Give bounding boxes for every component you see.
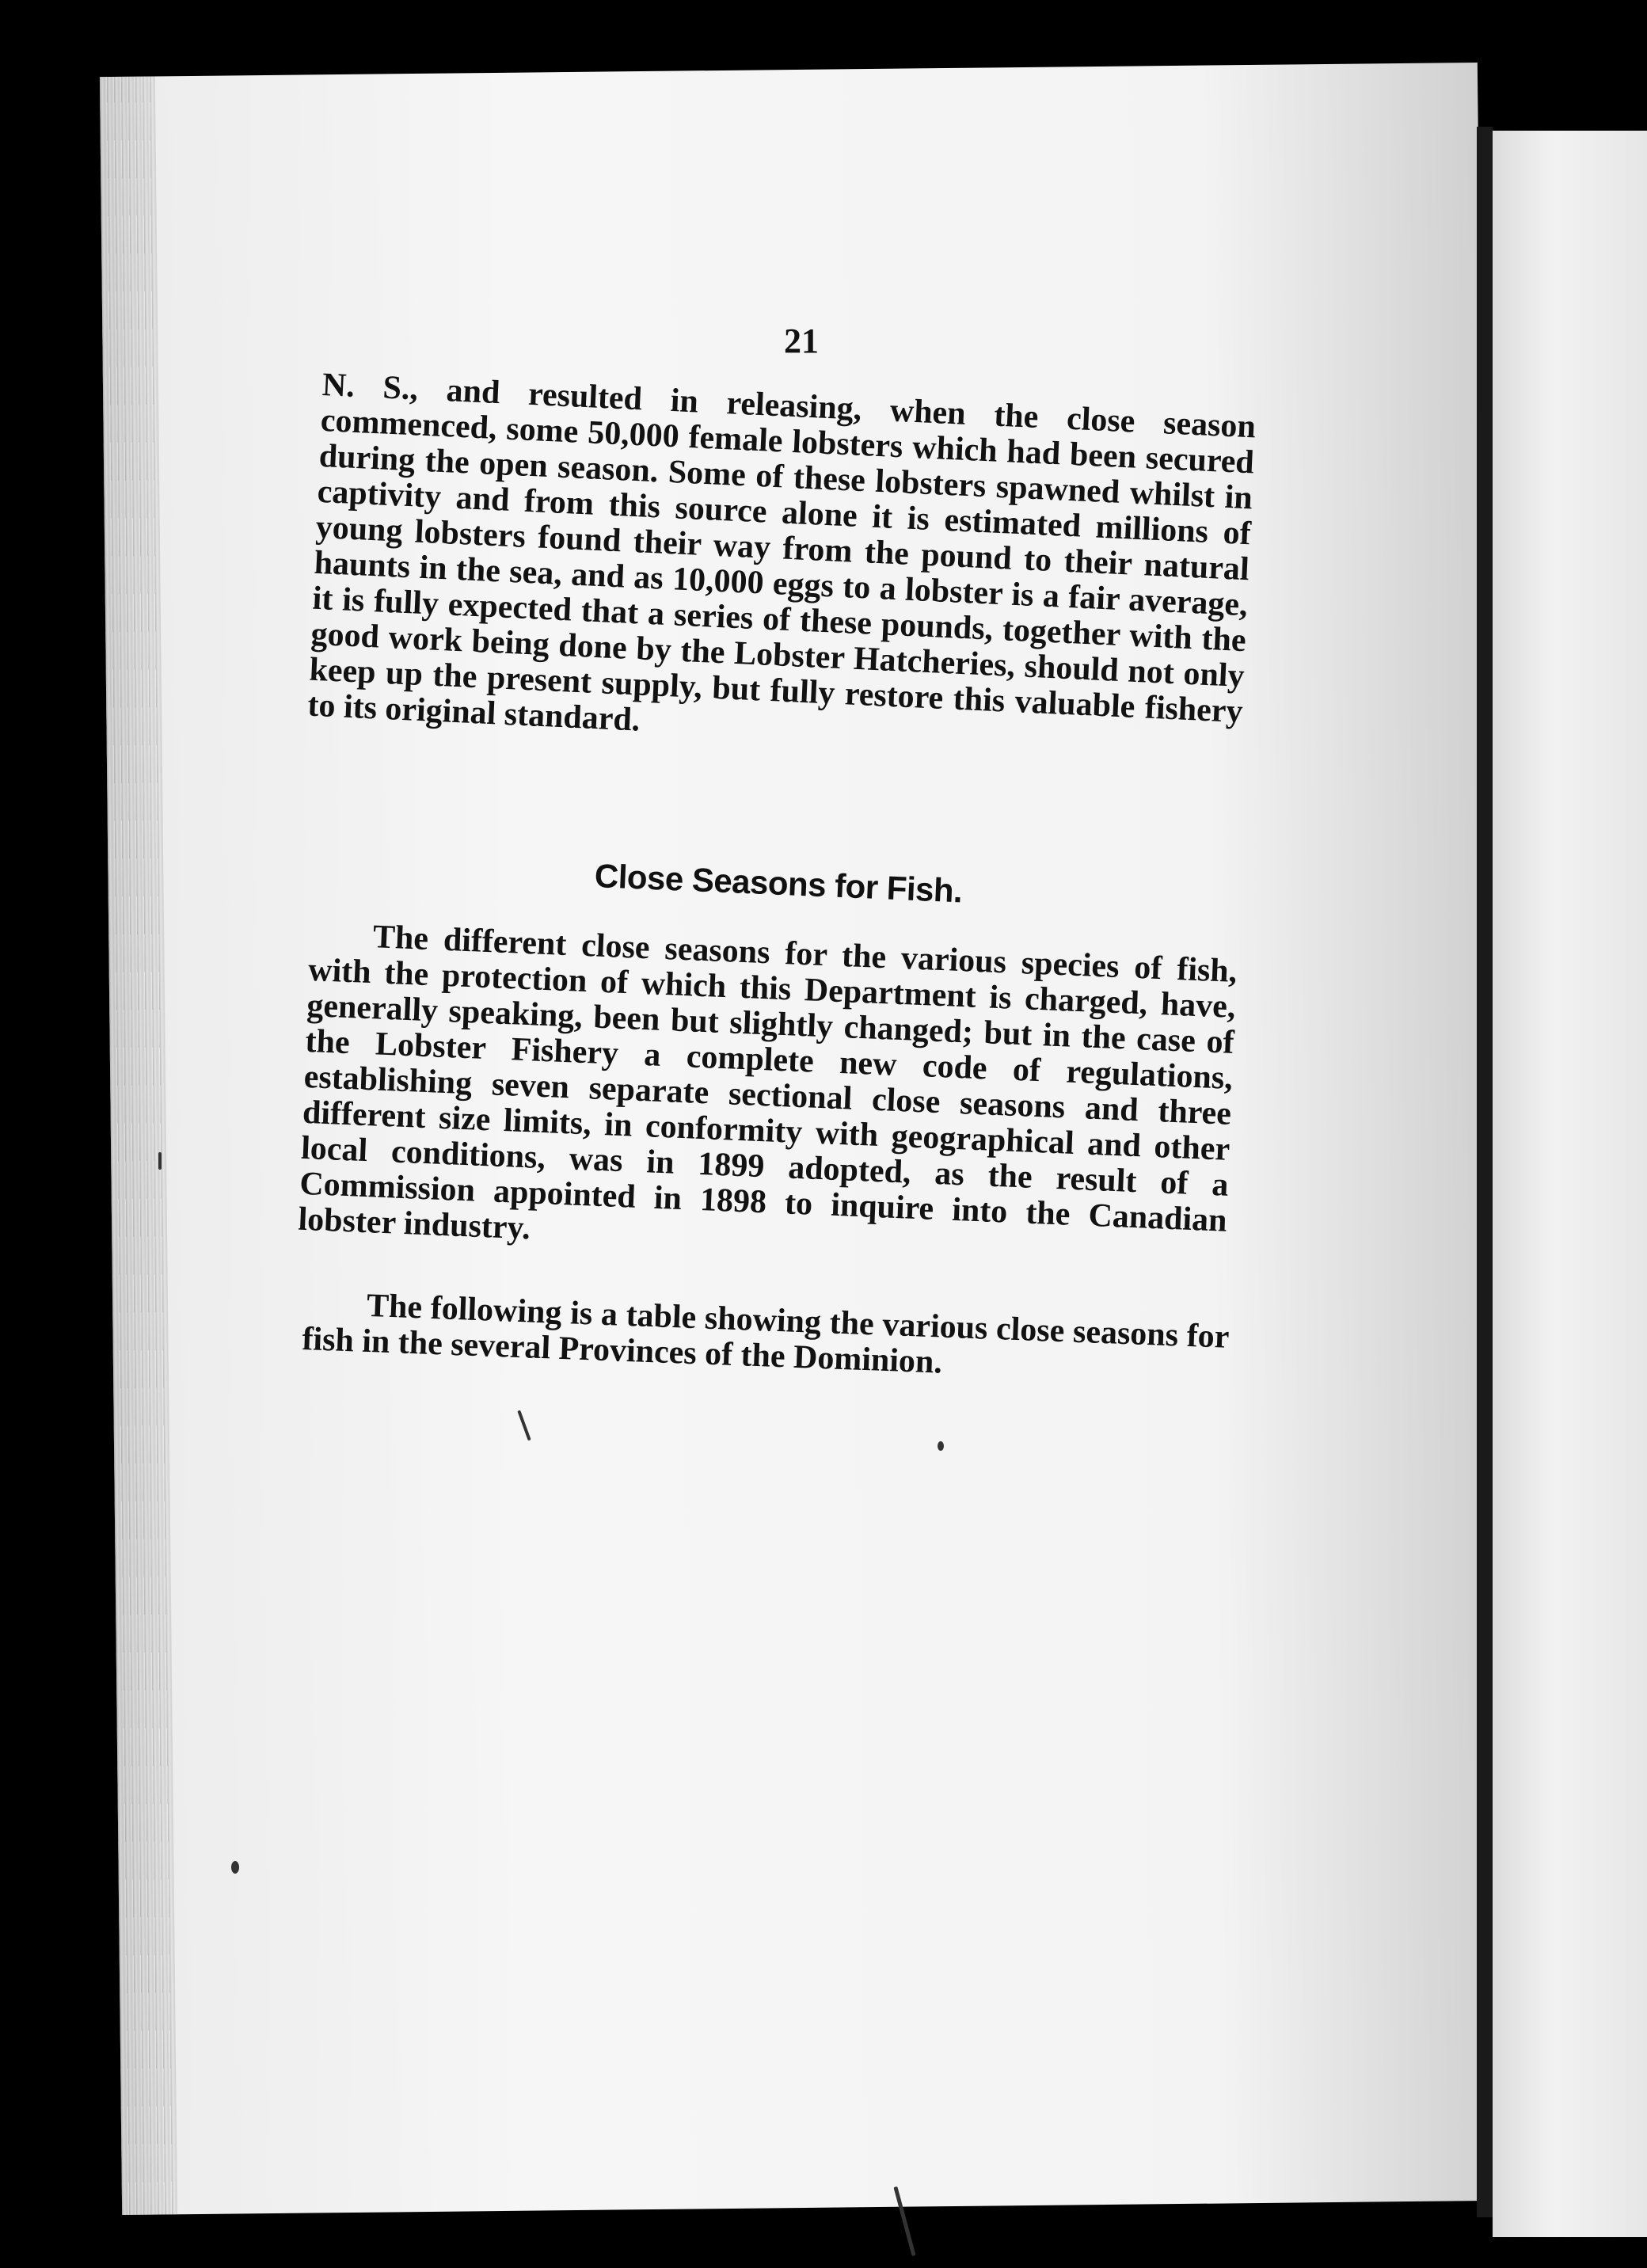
right-page-edge — [1493, 131, 1647, 2237]
scan-speck — [938, 1441, 944, 1451]
scan-speck — [231, 1861, 239, 1874]
paragraph-text: The following is a table showing the various close seasons for fish in the several Provinces of the Dominion. — [301, 1287, 1230, 1381]
page-number: 21 — [784, 322, 819, 360]
paragraph-text: N. S., and resulted in releasing, when the close season commenced, some 50,000 female lobsters which had been secured during the open season. Some of these lobsters spawned whilst in captivity and from this source alone it is estimated millions of young lobsters found their way from the pound to their natural haunts in the sea, and as 10,000 eggs to a lobster is a fair average, it is fully expected that a series of these pounds, together with the good work being done by the Lobster Hatcheries, should not only keep up the present supply, but fully restore this valuable fishery to its original standard. — [306, 367, 1257, 739]
section-heading: Close Seasons for Fish. — [594, 857, 964, 910]
paragraph-text: The different close seasons for the various species of fish, with the protection of which this Department is charged, have, generally speaking, been but slightly changed; but in the case of the Lobster Fishery a complete new code of regulations, establishing seven separate sectional close seasons and three different size limits, in conformity with geographical and other local conditions, was in 1899 adopted, as the result of a Commission appointed in 1898 to inquire into the Canadian lobster industry. — [297, 919, 1238, 1247]
book-gutter — [1477, 127, 1493, 2217]
scan-speck — [158, 1152, 162, 1170]
body-paragraph-1 — [307, 367, 1257, 766]
body-paragraph-2 — [298, 917, 1238, 1275]
